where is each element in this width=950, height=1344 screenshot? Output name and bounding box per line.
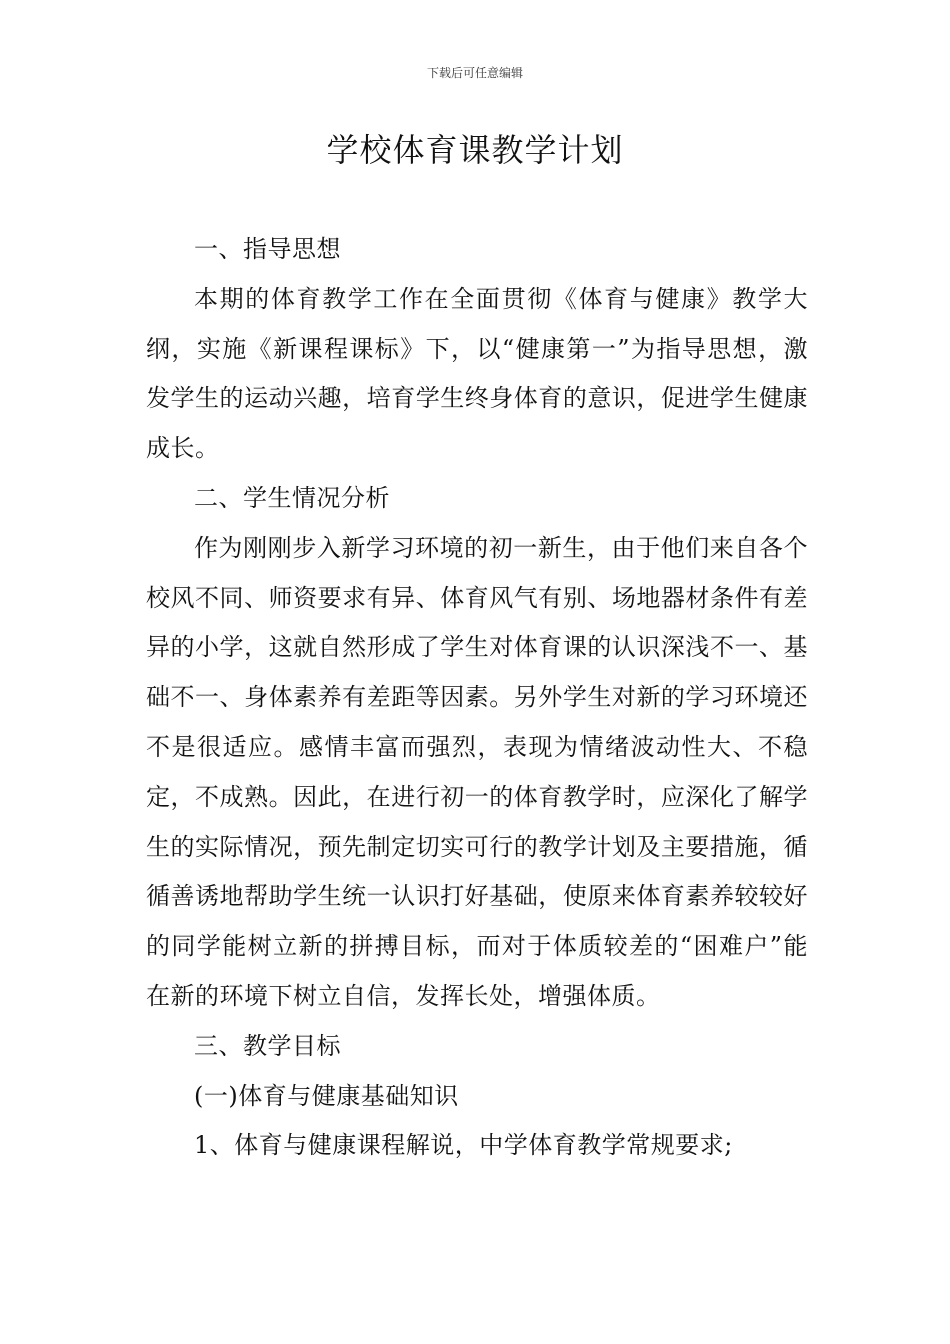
section-heading-guiding-ideology: 一、指导思想 bbox=[194, 235, 341, 263]
paragraph-guiding-ideology: 本期的体育教学工作在全面贯彻《体育与健康》教学大纲，实施《新课程课标》下，以“健康第一”为指导思想，激发学生的运动兴趣，培育学生终身体育的意识，促进学生健康成长。 bbox=[146, 284, 808, 463]
document-title: 学校体育课教学计划 bbox=[326, 131, 624, 169]
section-heading-student-analysis: 二、学生情况分析 bbox=[194, 483, 390, 512]
subsection-heading-basic-knowledge: (一)体育与健康基础知识 bbox=[194, 1081, 459, 1110]
document-body bbox=[146, 225, 808, 1171]
section-heading-teaching-goals: 三、教学目标 bbox=[194, 1031, 341, 1060]
paragraph-student-analysis: 作为刚刚步入新学习环境的初一新生，由于他们来自各个校风不同、师资要求有异、体育风气有别、场地器材条件有差异的小学，这就自然形成了学生对体育课的认识深浅不一、基础不一、身体素养有差距等因素。另外学生对新的学习环境还不是很适应。感情丰富而强烈，表现为情绪波动性大、不稳定，不成熟。因此，在进行初一的体育教学时，应深化了解学生的实际情况，预先制定切实可行的教学计划及主要措施，循循善诱地帮助学生统一认识打好基础，使原来体育素养较较好的同学能树立新的拼搏目标，而对于体质较差的“困难户”能在新的环境下树立自信，发挥长处，增强体质。 bbox=[146, 533, 808, 1010]
list-item-course-intro: 1、体育与健康课程解说，中学体育教学常规要求; bbox=[194, 1131, 733, 1160]
header-note: 下载后可任意编辑 bbox=[426, 66, 523, 80]
